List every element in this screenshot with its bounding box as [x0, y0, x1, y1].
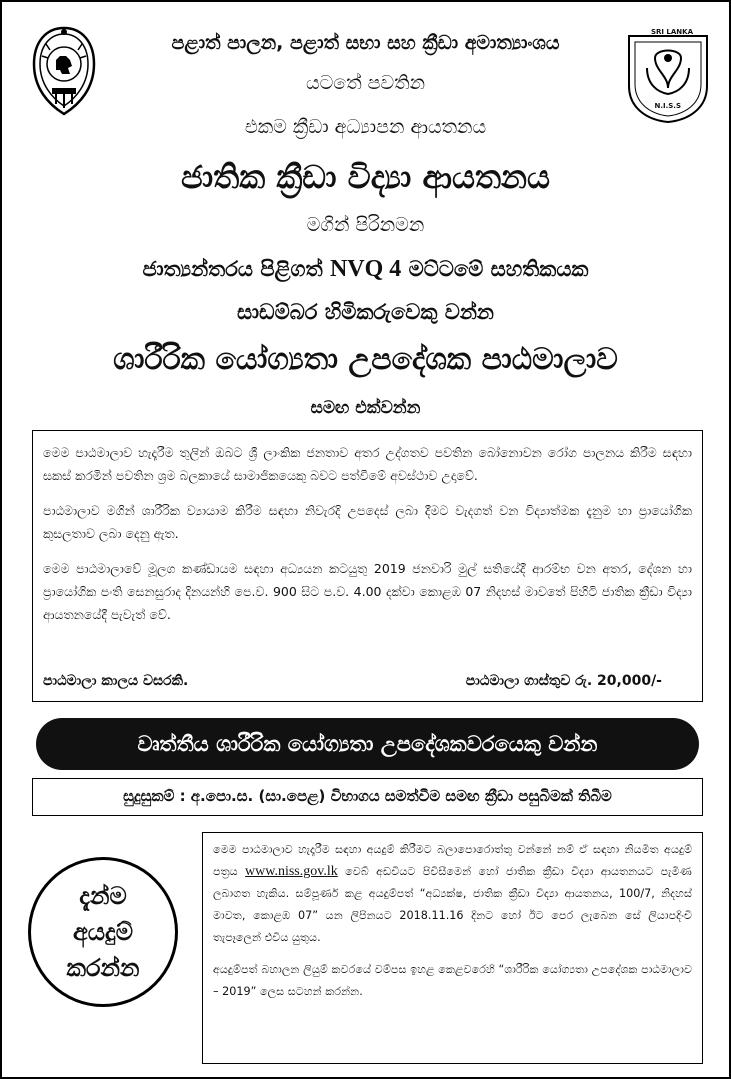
government-emblem-icon — [26, 24, 102, 120]
info-paragraph: මෙම පාඨමාලාව හැදෑරීම තුලින් ඔබට ශ්‍රී ලාංකික ජනතාව අතර උද්ගතව පවතින බෝනොවන රෝග පාලනය කිරීම සඳහා සකස් කරමින් පවතින ශ්‍රම බලකායේ සාමාජිකයෙකු බවට පත්වීමේ අවස්ථාව උදාවේ. — [43, 445, 692, 483]
institute-name: ජාතික ක්‍රීඩා විද්‍යා ආයතනය — [181, 158, 550, 196]
apply-now-line: අයදුම් — [73, 918, 133, 946]
course-info-box — [32, 430, 703, 702]
professional-banner: වෘත්තීය ශාරීරික යෝග්‍යතා උපදේශකවරයෙකු වන්න — [36, 718, 699, 770]
niss-logo-top-text: SRI LANKA — [650, 28, 693, 36]
niss-logo-abbr: N.I.S.S — [654, 102, 681, 110]
application-info-box — [202, 832, 703, 1064]
apply-now-line: දැන්ම — [79, 882, 127, 910]
become-owner-text: සාඩම්බර හිමිකරුවෙකු වන්න — [237, 300, 494, 324]
nvq-post-text: මට්ටමේ සහතිකයක — [408, 257, 589, 281]
application-paragraph: අයදුම්පත් බහාලන ලියුම් කවරයේ වම්පස ඉහළ කෙළවරෙහි “ශාරීරික යෝග්‍යතා උපදේශක පාඨමාලාව – 2019” ලෙස සටහන් කරන්න. — [213, 963, 692, 998]
website-link[interactable]: www.niss.gov.lk — [245, 864, 338, 879]
application-text-post: වෙබ් අඩවියට පිවිසීමෙන් හෝ ජාතික ක්‍රීඩා විද්‍යා ආයතනයට පැමිණ ලබාගත හැකිය. සම්පූර්ණ කළ අයදුම්පත් “අධ්‍යක්ෂ, ජාතික ක්‍රීඩා විද්‍යා ආයතනය, 100/7, නිදහස් මාවත, කොළඹ 07” යන ලිපිනයට 2018.11.16 දිනට හෝ ඊට පෙර ලැබෙන සේ ලියාපදිංචි තැපෑලෙන් එවිය යුතුය. — [213, 865, 692, 944]
ministry-name: පළාත් පාලන, පළාත් සභා සහ ක්‍රීඩා අමාත්‍යාංශය — [171, 32, 560, 54]
course-meta-row — [43, 673, 692, 689]
nvq-pre-text: ජාත්‍යන්තරය පිළිගත් — [142, 257, 323, 281]
course-fee: පාඨමාලා ගාස්තුව රු. 20,000/- — [465, 673, 662, 689]
nvq-headline — [22, 256, 709, 283]
info-paragraph: පාඨමාලාව මගින් ශාරීරික ව්‍යායාම කිරීම සඳහා නිවැරදි උපදෙස් ලබා දීමට වැදගත් වන විද්‍යාත්මක දැනුම හා ප්‍රායෝගික කුසලතාව ලබා දෙනු ඇත. — [43, 503, 692, 541]
application-text-pre: මෙම පාඨමාලාව හැදෑරීම සඳහා අයදුම් කිරීමට බලාපොරොත්තු වන්නේ නම් ඒ සඳහා නියමිත අයදුම් පත්‍රය — [213, 843, 692, 878]
conducted-by-text: මගින් පිරිනමන — [306, 214, 425, 236]
apply-now-badge — [28, 857, 178, 1007]
course-title: ශාරීරික යෝග්‍යතා උපදේශක පාඨමාලාව — [113, 342, 618, 377]
join-with-text: සමඟ එක්වන්න — [310, 398, 421, 418]
under-text: යටතේ පවතින — [305, 72, 426, 94]
course-duration: පාඨමාලා කාලය වසරකි. — [43, 673, 189, 689]
info-paragraph: මෙම පාඨමාලාවේ මූලග කණ්ඩායම සඳහා අධ්‍යයන කටයුතු 2019 ජනවාරි මුල් සතියේදී ආරම්භ වන අතර, දේශන හා ප්‍රායෝගික පංති සෙනසුරාද දිනයන්හි පෙ.ව. 900 සිට ප.ව. 4.00 දක්වා කොළඹ 07 නිදහස් මාවතේ පිහිටි ජාතික ක්‍රීඩා විද්‍යා ආයතනයේදී පැවැත් වේ. — [43, 561, 692, 622]
application-paragraph — [213, 839, 692, 949]
nvq-label: NVQ 4 — [329, 256, 402, 282]
qualifications-box: සුදුසුකම් : අ.පො.ස. (සා.පෙළ) විභාගය සමත්වීම සමඟ ක්‍රීඩා පසුබිමක් තිබීම — [32, 778, 703, 816]
only-institute-text: එකම ක්‍රීඩා අධ්‍යාපන ආයතනය — [244, 116, 487, 138]
apply-now-line: කරන්න — [66, 954, 140, 982]
